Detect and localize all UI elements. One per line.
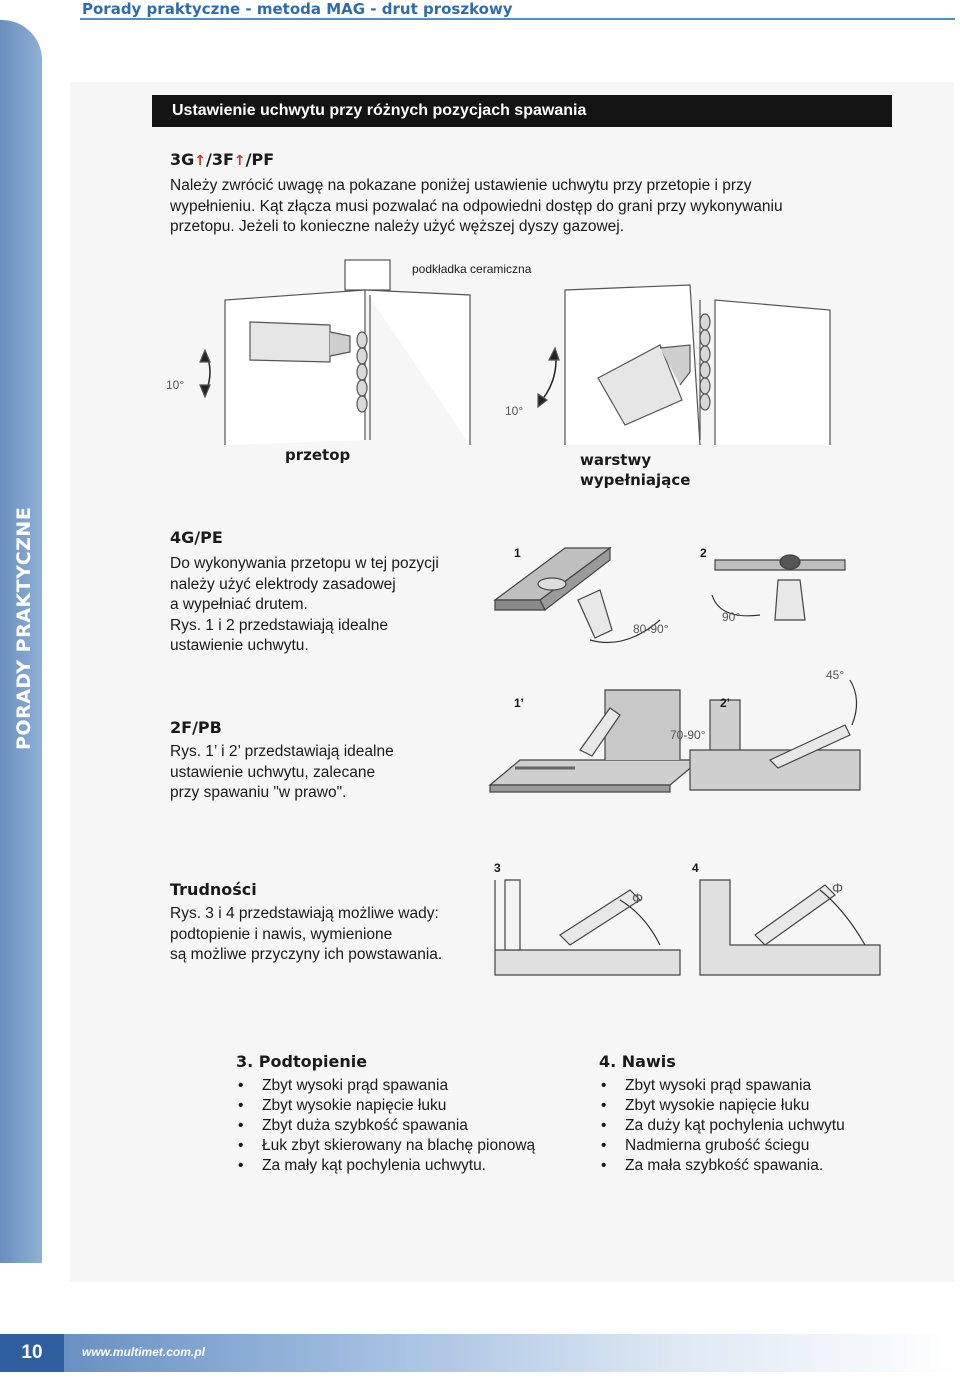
list-item: • Zbyt wysokie napięcie łuku [599, 1096, 845, 1116]
list-overlap [599, 1076, 845, 1176]
angle-left-label: 10° [166, 378, 185, 392]
list-item: • Za duży kąt pochylenia uchwytu [599, 1116, 845, 1136]
angle-fig2p: 45° [826, 668, 845, 682]
figure-4-number: 4 [692, 861, 699, 875]
angle-right-label: 10° [505, 404, 524, 418]
angle-fig1p: 70-90° [670, 728, 706, 742]
list-item: • Zbyt wysokie napięcie łuku [236, 1096, 535, 1116]
heading-overlap: 4. Nawis [599, 1052, 676, 1071]
text-4g: Do wykonywania przetopu w tej pozycji należy użyć elektrody zasadowej a wypełniać drutem. Rys. 1 i 2 przedstawiają idealne ustawienie uchwytu. [170, 555, 439, 654]
figure-2p-number: 2’ [720, 696, 731, 710]
label-root-pass: przetop [285, 446, 351, 464]
arrow-up-icon: ↑ [194, 153, 206, 169]
section-title: Ustawienie uchwytu przy różnych pozycjach spawania [152, 95, 892, 127]
heading-3g: 3G↑/3F↑/PF [170, 150, 275, 169]
figure-1-number: 1 [514, 546, 521, 560]
heading-4g: 4G/PE [170, 528, 223, 547]
figure-1p-number: 1’ [514, 696, 525, 710]
list-item: • Nadmierna grubość ściegu [599, 1136, 845, 1156]
text-3g: Należy zwrócić uwagę na pokazane poniżej ustawienie uchwytu przy przetopie i przy wypełnieniu. Kąt złącza musi pozwalać na odpowiedni dostęp do grani przy wykonywaniu przetopu. Jeżeli to konieczne należy użyć węższej dyszy gazowej. [170, 177, 783, 235]
list-item: • Za mały kąt pochylenia uchwytu. [236, 1156, 535, 1176]
label-fill-passes: warstwy wypełniające [580, 451, 691, 489]
text-difficulties: Rys. 3 i 4 przedstawiają możliwe wady: podtopienie i nawis, wymienione są możliwe przyczyny ich powstawania. [170, 905, 443, 963]
arrow-up-icon: ↑ [233, 153, 246, 169]
figure-2-number: 2 [700, 546, 707, 560]
side-label: PORADY PRAKTYCZNE [13, 506, 35, 750]
label-backing: podkładka ceramiczna [412, 262, 532, 276]
list-item: • Zbyt duża szybkość spawania [236, 1116, 535, 1136]
list-item: • Zbyt wysoki prąd spawania [236, 1076, 535, 1096]
heading-undercut: 3. Podtopienie [236, 1052, 368, 1071]
phi-fig4: Φ [832, 880, 844, 896]
list-undercut [236, 1076, 535, 1176]
angle-fig1: 80-90° [633, 622, 669, 636]
footer-url[interactable]: www.multimet.com.pl [82, 1345, 205, 1359]
heading-difficulties: Trudności [170, 880, 257, 899]
phi-fig3: Φ [632, 890, 644, 906]
list-item: • Łuk zbyt skierowany na blachę pionową [236, 1136, 535, 1156]
figure-3-number: 3 [494, 861, 501, 875]
angle-fig2: 90° [722, 610, 741, 624]
list-item: • Zbyt wysoki prąd spawania [599, 1076, 845, 1096]
text-2f: Rys. 1’ i 2’ przedstawiają idealne ustawienie uchwytu, zalecane przy spawaniu "w prawo". [170, 743, 394, 801]
list-item: • Za mała szybkość spawania. [599, 1156, 845, 1176]
page-number: 10 [0, 1334, 64, 1372]
heading-2f: 2F/PB [170, 718, 222, 737]
page-header-title: Porady praktyczne - metoda MAG - drut proszkowy [82, 0, 513, 18]
